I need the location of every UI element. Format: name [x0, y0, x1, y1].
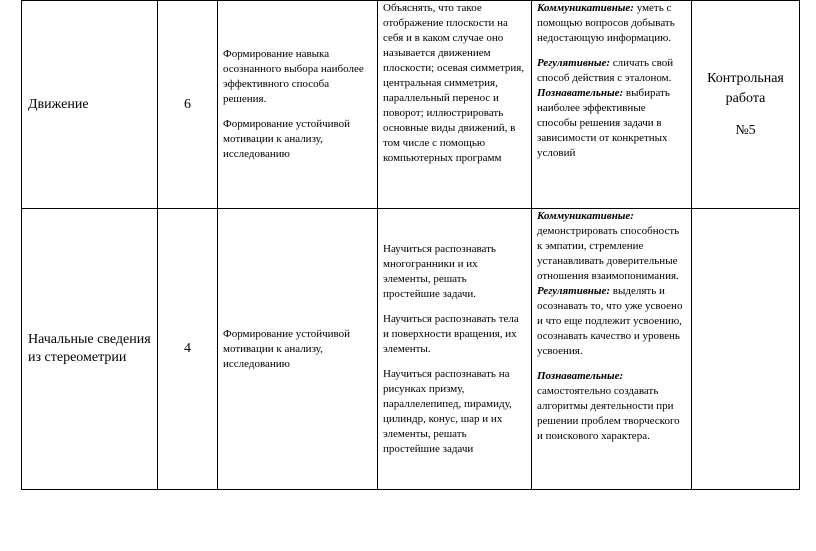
meta-text: сличать свой способ действия с эталоном.: [537, 57, 674, 84]
meta-result: [537, 369, 686, 444]
topic-text: Движение: [28, 96, 89, 112]
subject-result: Научиться распознавать на рисунках призму, параллелепипед, пирамиду, цилиндр, конус, шар и их элементы, решать простейшие задачи: [383, 367, 512, 455]
meta-text: выбирать наиболее эффективные способы решения задачи в зависимости от конкретных условий: [537, 87, 670, 159]
table-row: [22, 1, 800, 209]
subject-results-cell: [378, 209, 532, 490]
control-line: №5: [735, 122, 756, 138]
meta-text: самостоятельно создавать алгоритмы деятельности при решении проблем творческого и поискового характера.: [537, 385, 680, 442]
meta-label: Коммуникативные:: [537, 2, 634, 14]
hours-text: 4: [184, 341, 191, 356]
meta-result: [537, 86, 686, 161]
subject-result: Научиться распознавать тела и поверхности вращения, их элементы.: [383, 312, 519, 355]
personal-result: Формирование устойчивой мотивации к анализу, исследованию: [223, 327, 351, 370]
meta-label: Регулятивные:: [537, 285, 611, 297]
control-cell: [692, 209, 800, 490]
meta-result: [537, 1, 686, 46]
personal-result: Формирование навыка осознанного выбора наиболее эффективного способа решения.: [223, 48, 364, 105]
control-cell: [692, 1, 800, 209]
meta-results-cell: [532, 1, 692, 209]
meta-results-cell: [532, 209, 692, 490]
hours-cell: [158, 209, 218, 490]
meta-label: Регулятивные:: [537, 57, 611, 69]
hours-cell: [158, 1, 218, 209]
lesson-plan-table: [21, 0, 800, 490]
meta-text: уметь с помощью вопросов добывать недостающую информацию.: [537, 2, 675, 44]
topic-text: Начальные сведения из стереометрии: [28, 332, 151, 365]
meta-result: [537, 284, 686, 359]
subject-result: Объяснять, что такое отображение плоскости на себя и в каком случае оно называется движением плоскости; осевая симметрия, центральная симметрия, параллельный перенос и поворот; иллюстрировать основные виды движений, в том числе с помощью компьютерных программ: [383, 2, 525, 164]
subject-result: Научиться распознавать многогранники и их элементы, решать простейшие задачи.: [383, 242, 496, 300]
meta-result: [537, 56, 686, 86]
table-row: [22, 209, 800, 490]
personal-results-cell: [218, 1, 378, 209]
meta-text: выделять и осознавать то, что уже усвоено и что еще подлежит усвоению, осознавать качество и уровень усвоения.: [537, 285, 683, 357]
subject-results-cell: [378, 1, 532, 209]
meta-label: Познавательные:: [537, 370, 624, 382]
hours-text: 6: [184, 96, 191, 112]
topic-cell: [22, 1, 158, 209]
topic-cell: [22, 209, 158, 490]
control-line: Контрольная: [707, 70, 784, 86]
meta-label: Коммуникативные:: [537, 210, 634, 222]
meta-text: демонстрировать способность к эмпатии, стремление устанавливать доверительные отношения взаимопонимания.: [537, 225, 680, 282]
meta-result: [537, 209, 686, 284]
control-line: работа: [725, 90, 766, 106]
personal-result: Формирование устойчивой мотивации к анализу, исследованию: [223, 118, 351, 160]
personal-results-cell: [218, 209, 378, 490]
meta-label: Познавательные:: [537, 87, 624, 99]
